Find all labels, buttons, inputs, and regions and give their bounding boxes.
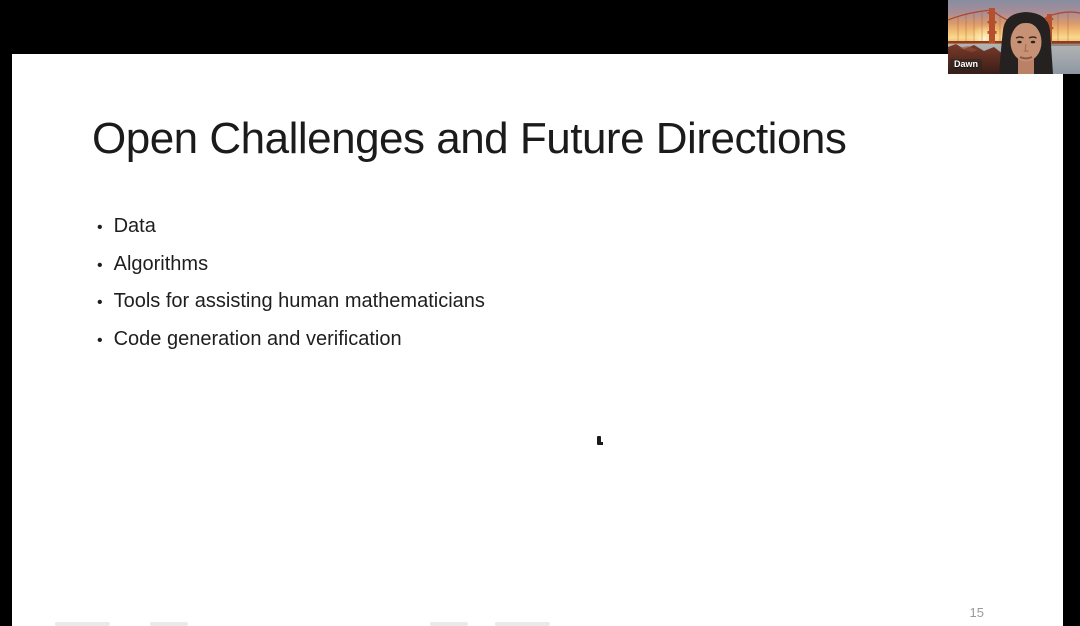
- slide-canvas: [12, 54, 1063, 626]
- face: [1011, 23, 1042, 62]
- mouse-cursor: [597, 436, 601, 445]
- bullet-list: [97, 208, 485, 358]
- bullet-marker: •: [97, 256, 103, 274]
- bullet-text: Tools for assisting human mathematicians: [113, 290, 485, 312]
- bullet-marker: •: [97, 331, 103, 349]
- eye-left: [1017, 41, 1021, 44]
- speaker-portrait: [999, 12, 1053, 74]
- nose-shadow: [1023, 50, 1028, 52]
- slide-page-number: 15: [969, 605, 984, 620]
- bullet-item: [97, 208, 485, 246]
- slide-title: Open Challenges and Future Directions: [92, 114, 847, 163]
- bullet-item: [97, 246, 485, 284]
- bullet-item: [97, 283, 485, 321]
- bullet-text: Algorithms: [113, 252, 209, 275]
- webcam-video-tile[interactable]: [948, 0, 1080, 74]
- cropped-footer-text: [495, 622, 550, 626]
- eye-right: [1031, 41, 1035, 44]
- bullet-text: Data: [113, 215, 156, 237]
- cropped-footer-text: [55, 622, 110, 626]
- bullet-marker: •: [97, 294, 103, 311]
- bullet-marker: •: [97, 219, 103, 236]
- cropped-footer-text: [430, 622, 468, 626]
- bullet-item: [97, 321, 485, 359]
- bullet-text: Code generation and verification: [113, 327, 402, 350]
- cropped-footer-text: [150, 622, 188, 626]
- participant-name-label: Dawn: [950, 59, 982, 71]
